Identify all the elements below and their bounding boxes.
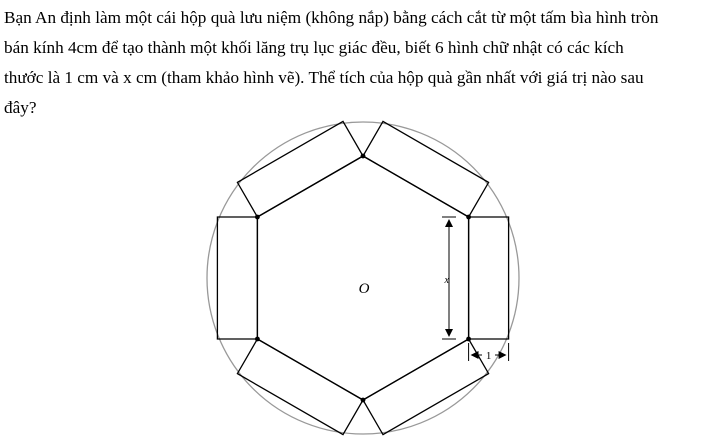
vertex-dot xyxy=(255,215,260,220)
regular-hexagon-base xyxy=(257,156,468,400)
width-label: 1 xyxy=(485,350,492,362)
vertex-dot xyxy=(466,337,471,342)
side-rectangle-left xyxy=(217,217,257,339)
problem-line-1: Bạn An định làm một cái hộp quà lưu niệm (không nắp) bằng cách cắt từ một tấm bìa hình tròn xyxy=(4,8,659,27)
side-rectangle-right xyxy=(469,217,509,339)
circular-cardboard xyxy=(207,122,519,434)
side-rectangles xyxy=(217,121,508,434)
vertex-dot xyxy=(255,337,260,342)
problem-line-4: đây? xyxy=(4,98,37,117)
side-length-label: x xyxy=(444,275,449,286)
problem-line-2: bán kính 4cm để tạo thành một khối lăng trụ lục giác đều, biết 6 hình chữ nhật có các kích xyxy=(4,38,624,57)
center-label: O xyxy=(358,281,370,297)
problem-line-3: thước là 1 cm và x cm (tham khảo hình vẽ). Thể tích của hộp quà gần nhất với giá trị nào sau xyxy=(4,68,644,87)
vertex-dot xyxy=(361,398,366,403)
vertex-dot xyxy=(361,154,366,159)
hexagon-vertex-dots xyxy=(255,154,471,403)
vertex-dot xyxy=(466,215,471,220)
